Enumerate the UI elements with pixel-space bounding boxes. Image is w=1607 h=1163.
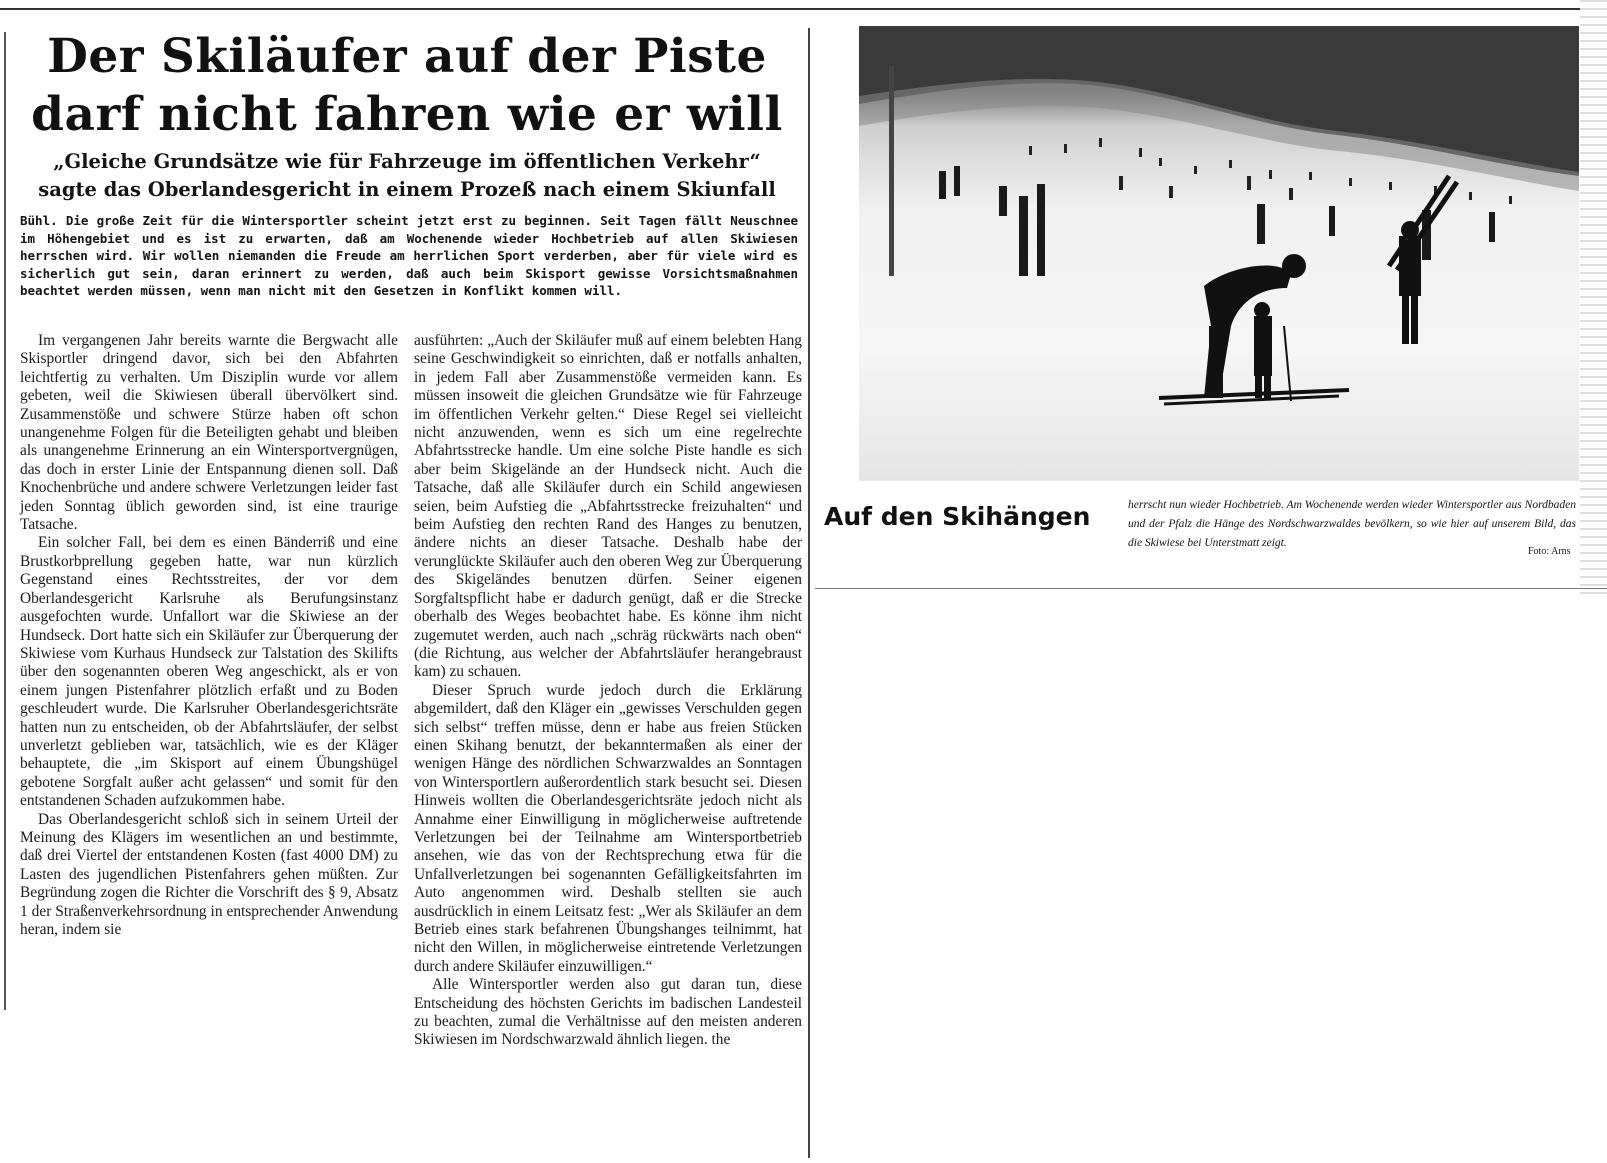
- column-1-paragraph-3: Das Oberlandesgericht schloß sich in seinem Urteil der Meinung des Klägers im wesentlichen an und bestimmte, daß drei Viertel der entstandenen Kosten (fast 4000 DM) zu Lasten des jugendlichen Pistenfahrers gehen müßten. Zur Begründung zogen die Richter die Vorschrift des § 9, Absatz 1 der Straßenverkehrsordnung in entsprechender Anwendung heran, indem sie: [20, 810, 398, 938]
- column-2-paragraph-1: ausführten: „Auch der Skiläufer muß auf einem belebten Hang seine Geschwindigkeit so einrichten, daß er notfalls anhalten, in jedem Fall aber Zusammenstöße vermeiden kann. Es müssen insoweit die gleichen Grundsätze wie für Fahrzeuge im öffentlichen Verkehr gelten.“ Diese Regel sei vielleicht nicht anzuwenden, wenn es sich um eine regelrechte Abfahrtsstrecke handle. Um eine solche Piste handle es sich aber beim Skigelände an der Hundseck nicht. Auch die Tatsache, daß alle Skiläufer durch ein Schild angewiesen seien, beim Aufstieg die „Abfahrtsstrecke freizuhalten“ und beim Aufstieg den rechten Rand des Hanges zu benutzen, ändere nichts an dieser Tatsache. Deshalb habe der verunglückte Skiläufer auch den oberen Weg zur Überquerung des Skigeländes benutzen dürfen. Seiner eigenen Sorgfaltspflicht habe er dadurch genügt, daß er die Strecke oberhalb des Weges beobachtet habe. Es könne ihm nicht zugemutet werden, auch nach „schräg rückwärts nach oben“ (die Richtung, aus welcher der Abfahrtsläufer herangebraust kam) zu schauen.: [414, 332, 802, 681]
- lift-pole: [889, 66, 894, 276]
- subheadline-line-1: „Gleiche Grundsätze wie für Fahrzeuge im öffentlichen Verkehr“: [53, 150, 761, 173]
- center-column-rule: [808, 28, 810, 1158]
- photo-credit: Foto: Arns: [1528, 546, 1571, 557]
- adult-and-child-skiers: [1159, 254, 1349, 404]
- subheadline-line-2: sagte das Oberlandesgericht in einem Prozeß nach einem Skiunfall: [38, 178, 776, 201]
- blank-area: [0, 1010, 398, 1163]
- photo-caption-title: Auf den Skihängen: [824, 502, 1091, 531]
- article-column-2: [414, 332, 802, 1050]
- article-lead: Bühl. Die große Zeit für die Wintersportler scheint jetzt erst zu beginnen. Seit Tagen fällt Neuschnee im Höhengebiet und es ist zu erwarten, daß am Wochenende wieder Hochbetrieb auf allen Skiwiesen herrschen wird. Wir wollen niemanden die Freude am herrlichen Sport verderben, aber für viele wird es sicherlich gut sein, daran erinnert zu werden, daß auch beim Skisport gewisse Vorsichtsmaßnahmen beachtet werden müssen, wenn man nicht mit den Gesetzen in Konflikt kommen will.: [20, 213, 798, 298]
- ski-slope-photo: [859, 26, 1579, 481]
- column-2-paragraph-2: Dieser Spruch wurde jedoch durch die Erklärung abgemildert, daß den Kläger ein „gewisses Verschulden gegen sich selbst“ treffen müsse, denn er habe aus freien Stücken einen Skihang benutzt, der bekanntermaßen als einer der wenigen Hänge des nördlichen Schwarzwaldes an Sonntagen von Wintersportlern außerordentlich stark besucht sei. Diesen Hinweis wollten die Oberlandesgerichtsräte jedoch nicht als Annahme einer Einwilligung in möglicherweise auftretende Verletzungen bei der Teilnahme am Wintersportbetrieb ansehen, wie das von der Rechtsprechung etwa für die Unfallverletzungen bei sogenannten Gefälligkeitsfahrten im Auto angenommen wird. Deshalb stellten sie auch ausdrücklich in einem Leitsatz fest: „Wer als Skiläufer an dem Betrieb eines stark befahrenen Übungshanges teilnimmt, hat nicht den Willen, in möglicherweise eintretende Verletzungen durch andere Skiläufer einzuwilligen.“: [414, 681, 802, 975]
- clipping-right-edge: [1580, 0, 1607, 600]
- column-1-paragraph-1: Im vergangenen Jahr bereits warnte die Bergwacht alle Skisportler dringend davor, sich bei den Abfahrten leichtfertig zu verhalten. Um Disziplin wurde vor allem gebeten, weil die Skiwiesen überall übervölkert sind. Zusammenstöße und schwere Stürze haben oft schon unangenehme Folgen für die Beteiligten gehabt und bleiben als unangenehme Erinnerung an ein Wintersportvergnügen, das doch in erster Linie der Entspannung dienen soll. Daß Knochenbrüche und andere schwere Verletzungen leider fast jeden Sonntag üblich geworden sind, ist eine traurige Tatsache.: [20, 332, 398, 534]
- article-subheadline: [12, 148, 802, 204]
- article-headline: [12, 28, 802, 144]
- photo-caption-text: herrscht nun wieder Hochbetrieb. Am Wochenende werden wieder Wintersportler aus Nordbaden und der Pfalz die Hänge des Nordschwarzwaldes bevölkern, so wie hier auf unserem Bild, das die Skiwiese bei Unterstmatt zeigt.: [1128, 499, 1576, 549]
- caption-bottom-rule: [815, 588, 1607, 589]
- ski-slope-illustration: [859, 26, 1579, 481]
- left-column-rule: [4, 32, 6, 1012]
- column-1-paragraph-2: Ein solcher Fall, bei dem es einen Bänderriß und eine Brustkorbprellung gegeben hatte, war nun kürzlich Gegenstand eines Rechtsstreites, der vor dem Oberlandesgericht Karlsruhe als Berufungsinstanz ausgefochten wurde. Unfallort war die Skiwiese an der Hundseck. Dort hatte sich ein Skiläufer zur Überquerung der Skiwiese vom Kurhaus Hundseck zur Talstation des Skilifts über den sogenannten oberen Weg angeschickt, als er von einem jungen Pistenfahrer plötzlich erfaßt und zu Boden geschleudert wurde. Die Karlsruher Oberlandesgerichtsräte hatten nun zu entscheiden, ob der Abfahrtsläufer, der selbst unverletzt geblieben war, tatsächlich, wie es der Kläger behauptete, die „im Skisport auf einem Übungshügel gebotene Sorgfalt außer acht gelassen“ und somit für den entstandenen Schaden aufzukommen habe.: [20, 534, 398, 810]
- clipping-top-border: [0, 0, 1607, 10]
- column-2-paragraph-3: Alle Wintersportler werden also gut daran tun, diese Entscheidung des höchsten Gerichts im badischen Landesteil zu beachten, zumal die Verhältnisse auf den meisten anderen Skiwiesen im Nordschwarzwald ähnlich liegen. the: [414, 976, 802, 1049]
- headline-line-2: darf nicht fahren wie er will: [31, 87, 783, 142]
- article-column-1: [20, 332, 398, 939]
- headline-line-1: Der Skiläufer auf der Piste: [47, 29, 767, 84]
